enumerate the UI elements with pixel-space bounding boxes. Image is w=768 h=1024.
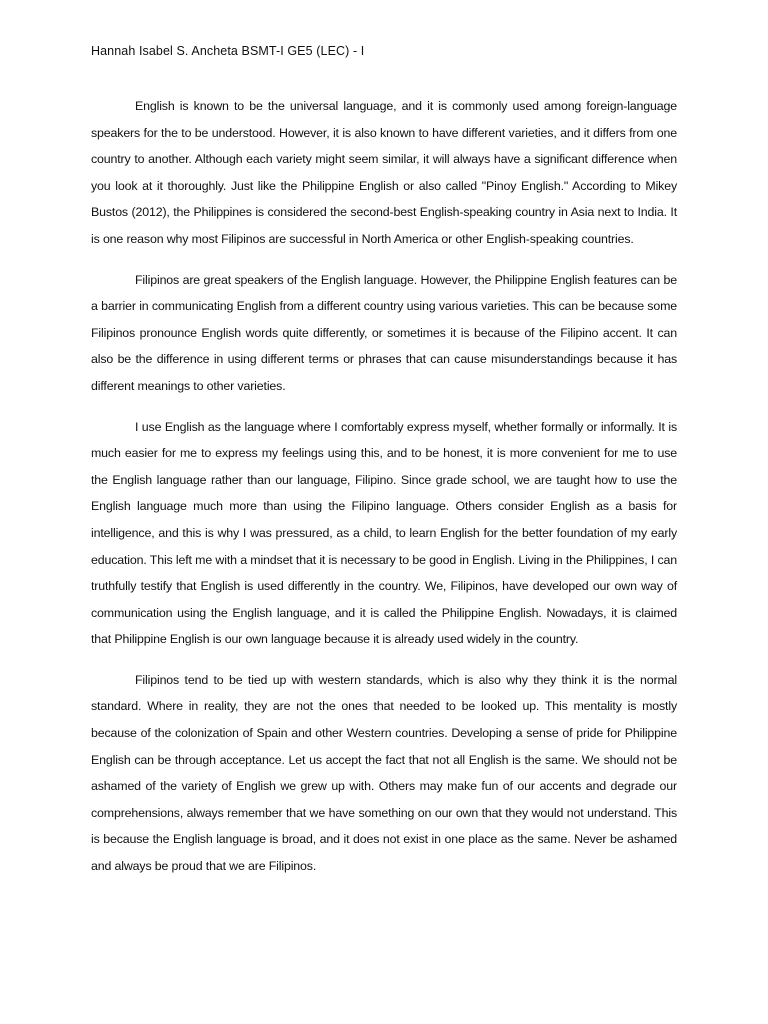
paragraph-3: I use English as the language where I comfortably express myself, whether formally or informally. It is much easier for me to express my feelings using this, and to be honest, it is more convenient for me to use the English language rather than our language, Filipino. Since grade school, we are taught how to use the English language much more than using the Filipino language. Others consider English as a basis for intelligence, and this is why I was pressured, as a child, to learn English for the better foundation of my early education. This left me with a mindset that it is necessary to be good in English. Living in the Philippines, I can truthfully testify that English is used differently in the country. We, Filipinos, have developed our own way of communication using the English language, and it is called the Philippine English. Nowadays, it is claimed that Philippine English is our own language because it is already used widely in the country.	[91, 419, 677, 647]
paragraph-2: Filipinos are great speakers of the English language. However, the Philippine English features can be a barrier in communicating English from a different country using various varieties. This can be because some Filipinos pronounce English words quite differently, or sometimes it is because of the Filipino accent. It can also be the difference in using different terms or phrases that can cause misunderstandings because it has different meanings to other varieties.	[91, 272, 677, 393]
author-header: Hannah Isabel S. Ancheta BSMT-I GE5 (LEC) - I	[91, 44, 365, 58]
paragraph-1: English is known to be the universal language, and it is commonly used among foreign-language speakers for the to be understood. However, it is also known to have different varieties, and it differs from one country to another. Although each variety might seem similar, it will always have a significant difference when you look at it thoroughly. Just like the Philippine English or also called "Pinoy English." According to Mikey Bustos (2012), the Philippines is considered the second-best English-speaking country in Asia next to India. It is one reason why most Filipinos are successful in North America or other English-speaking countries.	[91, 99, 677, 246]
paragraph-4: Filipinos tend to be tied up with western standards, which is also why they think it is the normal standard. Where in reality, they are not the ones that needed to be looked up. This mentality is mostly because of the colonization of Spain and other Western countries. Developing a sense of pride for Philippine English can be through acceptance. Let us accept the fact that not all English is the same. We should not be ashamed of the variety of English we grew up with. Others may make fun of our accents and degrade our comprehensions, always remember that we have something on our own that they would not understand. This is because the English language is broad, and it does not exist in one place as the same. Never be ashamed and always be proud that we are Filipinos.	[91, 672, 677, 874]
essay-body	[91, 93, 677, 896]
